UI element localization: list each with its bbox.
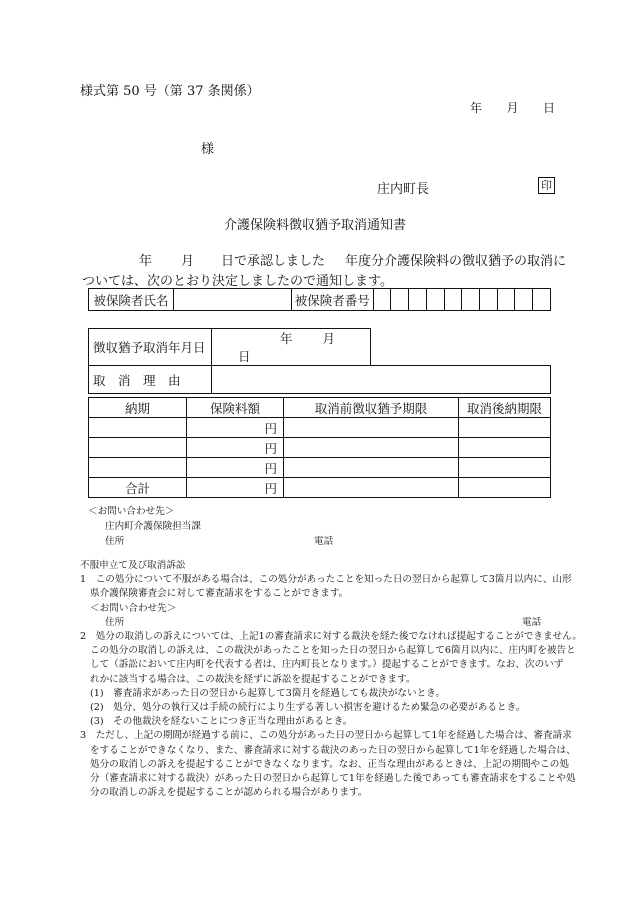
insured-number-label: 被保険者番号: [291, 289, 373, 311]
appeal-paragraph-3-cont: 分の取消しの訴えを提起することが認められる場合があります。: [90, 787, 368, 799]
insured-number-digit[interactable]: [462, 289, 480, 311]
table-row: [89, 438, 551, 458]
insured-number-digit[interactable]: [391, 289, 409, 311]
body-approved: 日で承認しました: [221, 254, 326, 269]
cancel-date-year: 年: [280, 331, 293, 346]
total-amount-cell[interactable]: 円: [187, 478, 284, 498]
appeal-paragraph-2: 2 処分の取消しの訴えについては、上記1の審査請求に対する裁決を経た後でなければ提起することができません。: [80, 631, 582, 642]
appeal-notes: [80, 559, 600, 800]
cancel-date-field[interactable]: [212, 329, 371, 366]
appeal-paragraph-2-cont: れかに該当する場合は、この裁決を経ずに訴訟を提起することができます。: [90, 673, 416, 685]
appeal-address-label: 住所: [105, 616, 125, 628]
cancel-date-day: 日: [238, 349, 251, 364]
insured-number-digit[interactable]: [515, 289, 533, 311]
appeal-paragraph-2-cont: して（訴訟において庄内町を代表する者は、庄内町長となります。）提起することができます。なお、次のいず: [90, 659, 564, 671]
table-row: [89, 458, 551, 478]
amount-cell[interactable]: 円: [187, 438, 284, 458]
cancel-reason-label: 取 消 理 由: [89, 366, 212, 394]
appeal-item-1: (1) 審査請求があった日の翌日から起算して3箇月を経過しても裁決がないとき。: [90, 687, 445, 699]
appeal-heading: 不服申立て及び取消訴訟: [80, 560, 186, 571]
insured-number-digit[interactable]: [426, 289, 444, 311]
contact-address-label: 住所: [105, 536, 125, 547]
body-year: 年: [139, 254, 153, 269]
due-cell[interactable]: [89, 458, 187, 478]
appeal-phone-label: 電話: [522, 616, 542, 628]
table-row: [89, 418, 551, 438]
document-title: 介護保険料徴収猶予取消通知書: [223, 218, 406, 233]
payment-table: [88, 397, 551, 498]
insured-name-field[interactable]: [173, 289, 291, 311]
appeal-paragraph-3: 3 ただし、上記の期間が経過する前に、この処分があった日の翌日から起算して1年を経過した場合は、審査請求: [80, 730, 572, 742]
body-line-2: ついては、次のとおり決定しましたので通知します。: [82, 274, 393, 289]
cancel-table: [88, 328, 551, 394]
issue-date-month: 月: [506, 101, 519, 115]
appeal-paragraph-2-cont: この処分の取消しの訴えは、この裁決があったことを知った日の翌日から起算して6箇月以内に、庄内町を被告と: [90, 645, 576, 657]
before-cell[interactable]: [284, 478, 459, 498]
col-header-before: 取消前徴収猶予期限: [284, 398, 459, 418]
insured-name-label: 被保険者氏名: [89, 289, 174, 311]
col-header-after: 取消後納期限: [459, 398, 551, 418]
cancel-date-label: 徴収猶予取消年月日: [89, 329, 212, 366]
body-month: 月: [181, 254, 195, 269]
appeal-contact-heading: ＜お問い合わせ先＞: [90, 602, 177, 614]
form-number: 様式第 50 号（第 37 条関係）: [80, 84, 260, 99]
issue-date-day: 日: [542, 101, 555, 115]
issue-date-year: 年: [470, 101, 483, 115]
total-row: [89, 478, 551, 498]
before-cell[interactable]: [284, 458, 459, 478]
col-header-amount: 保険料額: [187, 398, 284, 418]
cancel-reason-field[interactable]: [212, 366, 551, 394]
before-cell[interactable]: [284, 418, 459, 438]
cancel-date-month: 月: [322, 331, 336, 346]
appeal-item-2: (2) 処分、処分の執行又は手続の続行により生ずる著しい損害を避けるため緊急の必要があるとき。: [90, 702, 526, 714]
body-fiscal: 年度分介護保険料の徴収猶予の取消に: [345, 254, 567, 269]
after-cell[interactable]: [459, 458, 551, 478]
contact-office: 庄内町介護保険担当課: [105, 521, 201, 532]
after-cell[interactable]: [459, 418, 551, 438]
appeal-paragraph-3-cont: 分（審査請求に対する裁決）があった日の翌日から起算して1年を経過した後であっても審査請求をすることや処: [90, 773, 576, 785]
insured-number-digit[interactable]: [497, 289, 515, 311]
amount-cell[interactable]: 円: [187, 458, 284, 478]
seal-stamp: 印: [538, 177, 555, 194]
before-cell[interactable]: [284, 438, 459, 458]
appeal-paragraph-1-cont: 県介護保険審査会に対して審査請求をすることができます。: [90, 588, 349, 600]
appeal-paragraph-3-cont: をすることができなくなり、また、審査請求に対する裁決のあった日の翌日から起算して1年を経過した場合は、: [90, 744, 576, 756]
due-cell[interactable]: [89, 438, 187, 458]
contact-phone-label: 電話: [314, 536, 334, 547]
after-cell[interactable]: [459, 478, 551, 498]
insured-number-digit[interactable]: [444, 289, 462, 311]
issuer-name: 庄内町長: [377, 182, 430, 197]
amount-cell[interactable]: 円: [187, 418, 284, 438]
after-cell[interactable]: [459, 438, 551, 458]
appeal-contact-row: [80, 616, 600, 630]
due-cell[interactable]: [89, 418, 187, 438]
insured-number-digit[interactable]: [533, 289, 551, 311]
insured-number-digit[interactable]: [480, 289, 498, 311]
col-header-due: 納期: [89, 398, 187, 418]
insured-table: [88, 288, 551, 311]
contact-heading: ＜お問い合わせ先＞: [88, 506, 175, 517]
appeal-paragraph-3-cont: 処分の取消しの訴えを提起することができなくなります。なお、正当な理由があるときは、上記の期間やこの処: [90, 758, 569, 770]
cancel-blank: [371, 329, 551, 366]
total-label: 合計: [89, 478, 187, 498]
insured-number-digit[interactable]: [409, 289, 427, 311]
insured-number-digit[interactable]: [373, 289, 391, 311]
recipient-honorific: 様: [201, 142, 215, 157]
issue-date: [470, 99, 555, 116]
appeal-item-3: (3) その他裁決を経ないことにつき正当な理由があるとき。: [90, 716, 353, 728]
appeal-paragraph-1: 1 この処分について不服がある場合は、この処分があったことを知った日の翌日から起算して3箇月以内に、山形: [80, 574, 572, 586]
